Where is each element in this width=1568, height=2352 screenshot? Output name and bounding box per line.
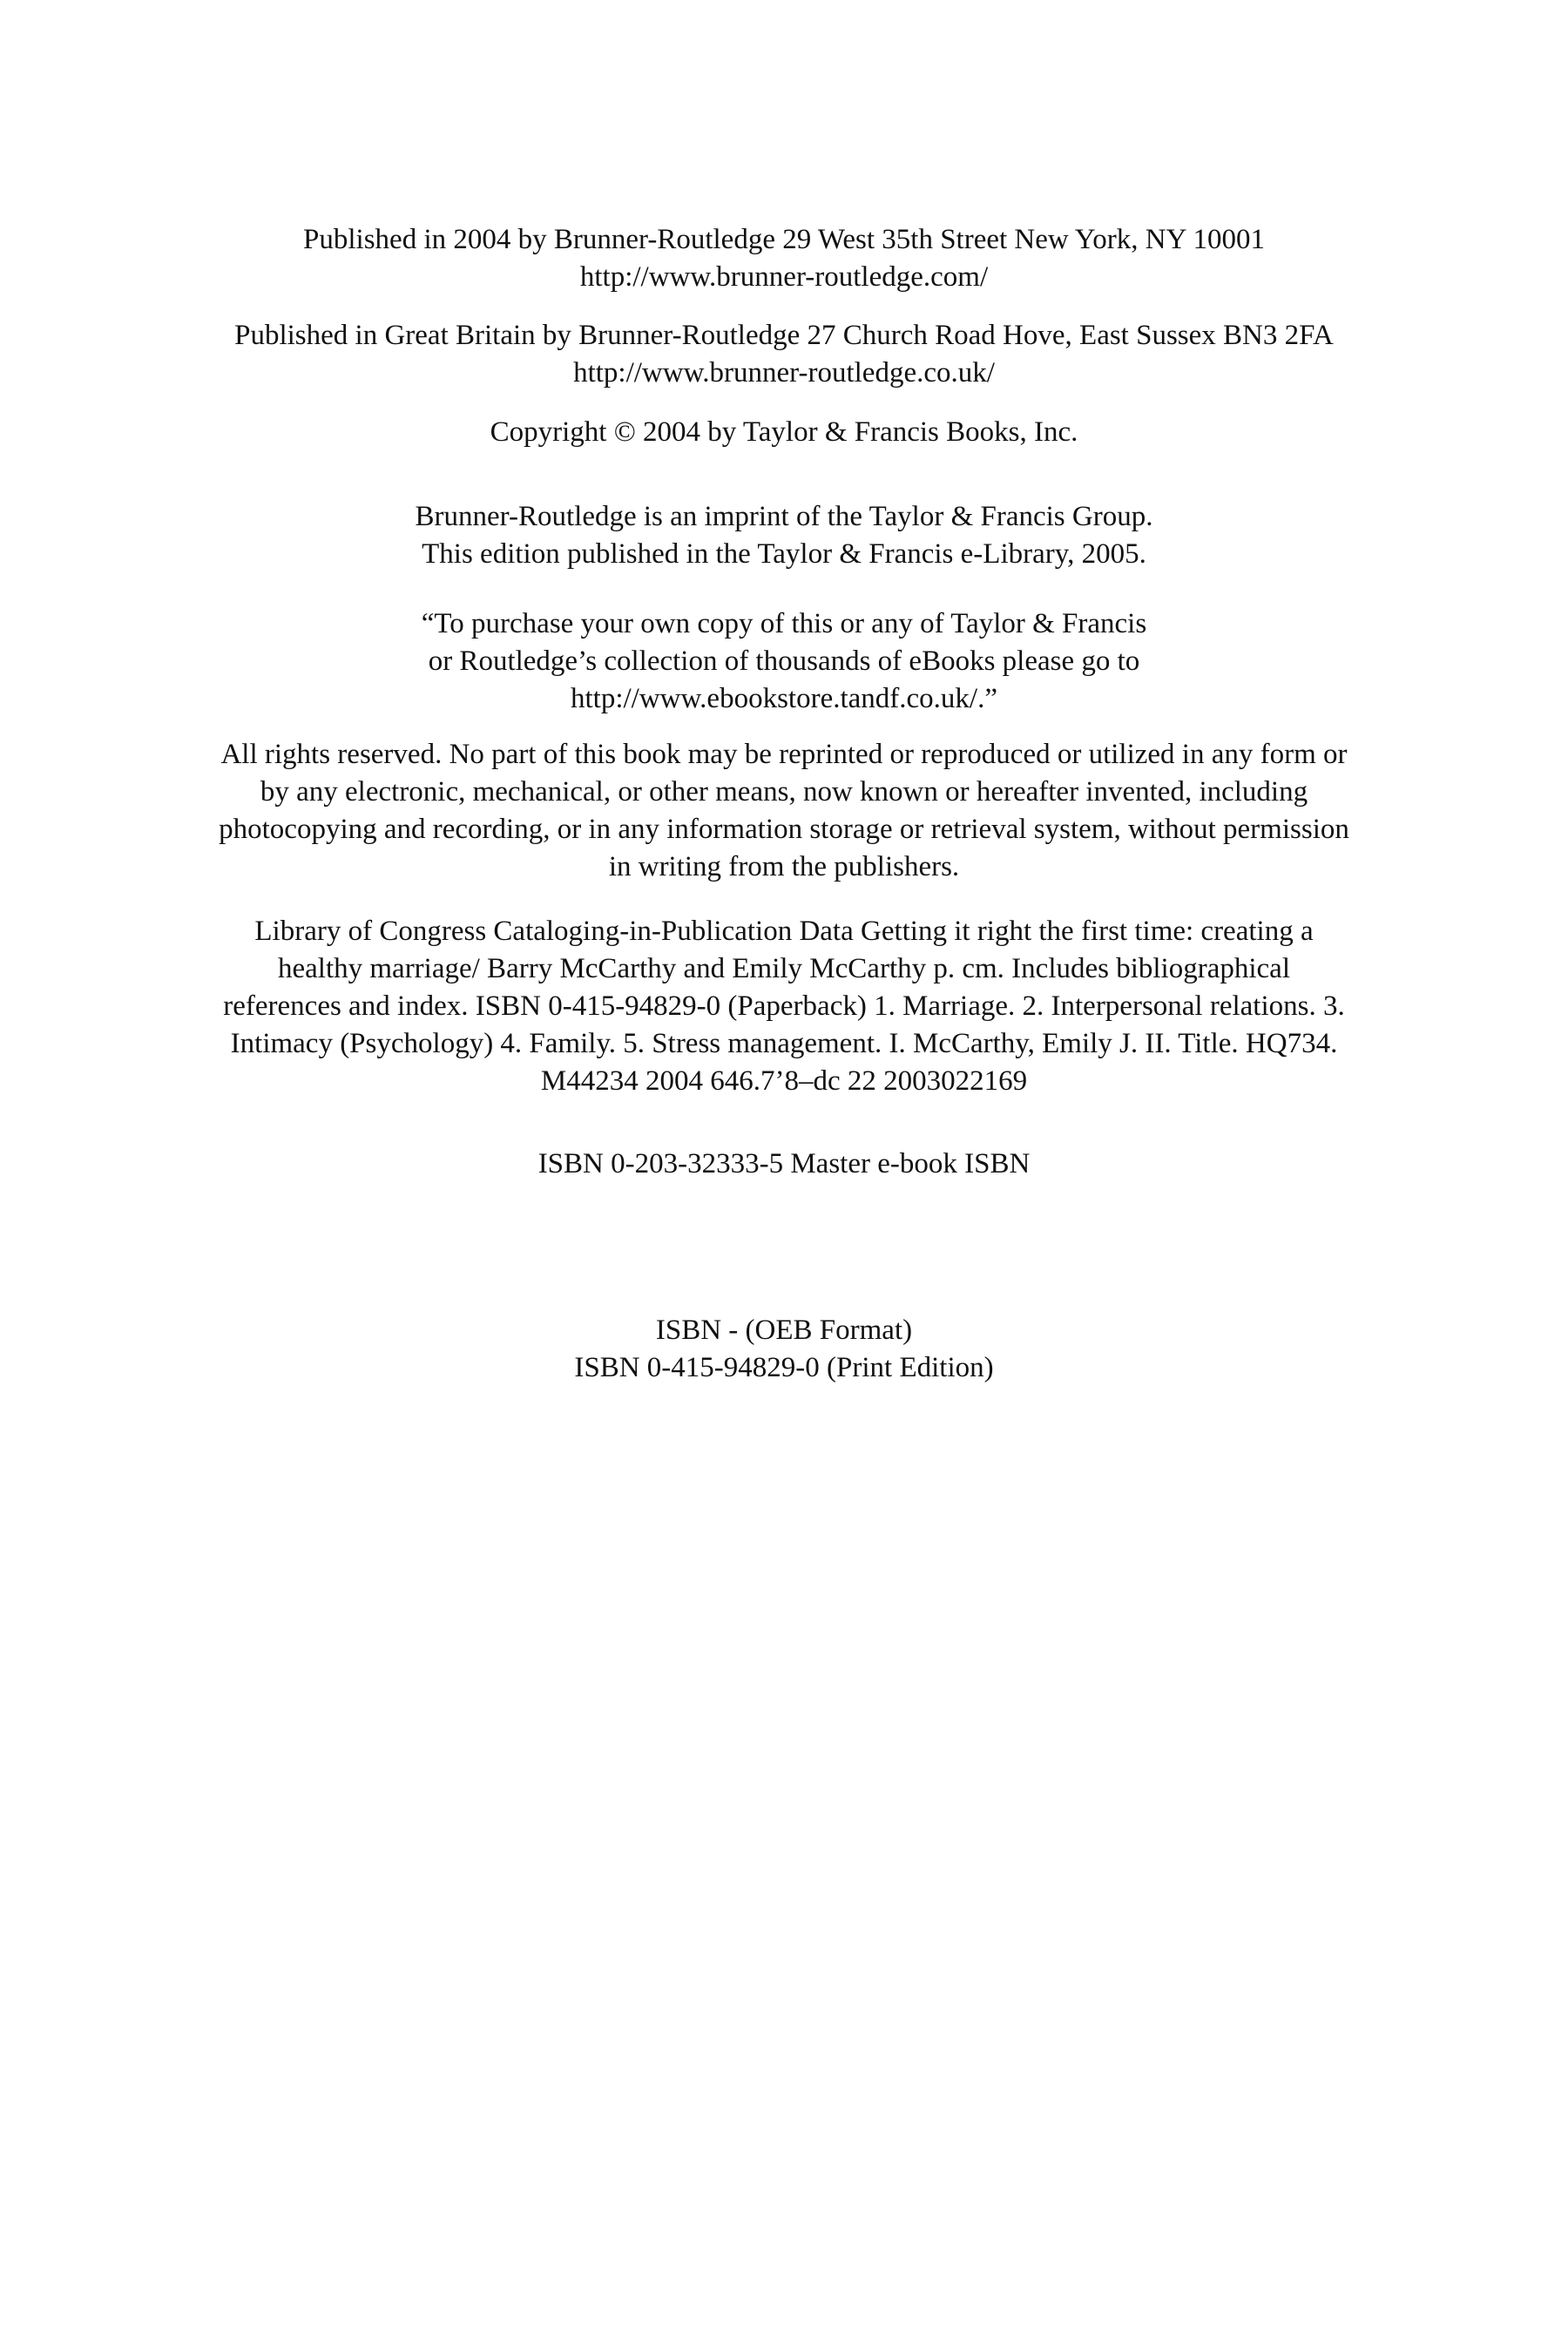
isbn-master-line: ISBN 0-203-32333-5 Master e-book ISBN	[537, 1148, 1031, 1179]
publisher-us-block	[122, 221, 1446, 296]
imprint-block	[122, 498, 1446, 573]
isbn-print-line: ISBN 0-415-94829-0 (Print Edition)	[574, 1352, 994, 1383]
purchase-note-line: or Routledge’s collection of thousands of eBooks please go to	[428, 645, 1140, 677]
edition-line: This edition published in the Taylor & Francis e-Library, 2005.	[422, 538, 1146, 570]
purchase-note-url: http://www.ebookstore.tandf.co.uk/.”	[570, 683, 997, 714]
rights-line: photocopying and recording, or in any information storage or retrieval system, without permission	[219, 814, 1349, 845]
cip-line: Library of Congress Cataloging-in-Publication Data Getting it right the first time: creating a	[254, 916, 1314, 947]
publisher-uk-line: Published in Great Britain by Brunner-Routledge 27 Church Road Hove, East Sussex BN3 2FA	[234, 320, 1334, 351]
publisher-us-url: http://www.brunner-routledge.com/	[579, 261, 989, 293]
publisher-uk-block	[122, 317, 1446, 392]
rights-line: All rights reserved. No part of this book may be reprinted or reproduced or utilized in any form or	[220, 739, 1348, 770]
rights-block	[122, 736, 1446, 886]
purchase-note-line: “To purchase your own copy of this or any of Taylor & Francis	[421, 608, 1147, 639]
cip-line: healthy marriage/ Barry McCarthy and Emily McCarthy p. cm. Includes bibliographical	[278, 953, 1290, 984]
cip-line: M44234 2004 646.7’8–dc 22 2003022169	[540, 1065, 1028, 1097]
rights-line: by any electronic, mechanical, or other means, now known or hereafter invented, including	[260, 776, 1308, 808]
publisher-us-line: Published in 2004 by Brunner-Routledge 29 West 35th Street New York, NY 10001	[303, 224, 1265, 255]
imprint-line: Brunner-Routledge is an imprint of the Taylor & Francis Group.	[415, 501, 1153, 532]
cip-line: Intimacy (Psychology) 4. Family. 5. Stress management. I. McCarthy, Emily J. II. Title. HQ734.	[230, 1028, 1338, 1059]
copyright-line: Copyright © 2004 by Taylor & Francis Books, Inc.	[490, 416, 1078, 448]
copyright-block	[122, 414, 1446, 451]
isbn-master-block	[122, 1146, 1446, 1183]
cip-block	[122, 913, 1446, 1100]
purchase-note-block	[122, 605, 1446, 718]
rights-line: in writing from the publishers.	[608, 851, 960, 882]
isbn-formats-block	[122, 1312, 1446, 1387]
publisher-uk-url: http://www.brunner-routledge.co.uk/	[573, 357, 995, 389]
isbn-oeb-line: ISBN - (OEB Format)	[655, 1315, 913, 1346]
cip-line: references and index. ISBN 0-415-94829-0 (Paperback) 1. Marriage. 2. Interpersonal relations. 3.	[223, 990, 1345, 1022]
